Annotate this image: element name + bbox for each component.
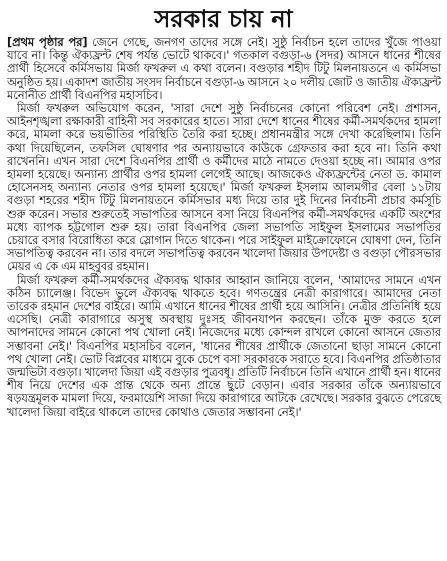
continuation-label: [প্রথম পৃষ্ঠার পর] [7, 36, 88, 49]
article-body [0, 36, 447, 419]
paragraph-3: মির্জা ফখরুল কর্মী-সমর্থকদের ঐক্যবদ্ধ থাকার আহ্বান জানিয়ে বলেন, 'আমাদের সামনে এখন কঠিন চ্যালেঞ্জ। বিভেদ ভুলে ঐক্যবদ্ধ থাকতে হবে। গণতন্ত্রের নেত্রী কারাগারে। আমাদের নেতা তারেক রহমান দেশের বাইরে। আমি এখানে ধানের শীষের প্রার্থী হয়ে আসিনি। নেত্রীর প্রতিনিধি হয়ে এসেছি। নেত্রী কারাগারে অসুস্থ অবস্থায় দুঃসহ জীবনযাপন করছেন। তাঁকে মুক্ত করতে হলে আপনাদের সামনে কোনো পথ খোলা নেই। নিজেদের মধ্যে কোন্দল রাখলে কোনো আসনে জেতার সম্ভাবনা নেই।' বিএনপির মহাসচিব বলেন, 'ধানের শীষের প্রার্থীকে জেতানো ছাড়া সামনে কোনো পথ খোলা নেই। ভোট বিপ্লবের মাধ্যমে বুকে চেপে বসা সরকারকে সরাতে হবে। বিএনপির প্রতিষ্ঠাতার জন্মভিটা বগুড়া। খালেদা জিয়া এই বগুড়ার পুত্রবধূ। প্রতিটি নির্বাচনে তিনি এখানে প্রার্থী হন। ধানের শীষ নিয়ে দেশের এক প্রান্ত থেকে অন্য প্রান্তে ছুটে বেড়ান। এবার সরকার তাঁকে অন্যায়ভাবে ষড়যন্ত্রমূলক মামলা দিয়ে, ফরমায়েশি সাজা দিয়ে কারাগারে আটকে রেখেছে। সরকার বুঝতে পেরেছে খালেদা জিয়া বাইরে থাকলে তাদের কোথাও জেতার সম্ভাবনা নেই।' [7, 273, 441, 419]
headline: সরকার চায় না [154, 5, 293, 33]
paragraph-1-text: জেনে গেছে, জনগণ তাদের সঙ্গে নেই। সুষ্ঠু নির্বাচন হলে তাদের খুঁজে পাওয়া যাবে না। কিন্তু ঐক্যফ্রন্ট শেষ পর্যন্ত ভোটে থাকবে।' গতকাল বগুড়া-৬ (সদর) আসনে ধানের শীষের প্রার্থী হিসেবে কর্মিসভায় মির্জা ফখরুল এ কথা বলেন। বগুড়ার শহীদ টিটু মিলনায়তনে এ কর্মিসভা অনুষ্ঠিত হয়। একাদশ জাতীয় সংসদ নির্বাচনে বগুড়া-৬ আসনে ২০ দলীয় জোট ও জাতীয় ঐক্যফ্রন্ট মনোনীত প্রার্থী বিএনপির মহাসচিব। [7, 36, 441, 102]
paragraph-1 [7, 36, 441, 102]
paragraph-2: মির্জা ফখরুল অভিযোগ করেন, 'সারা দেশে সুষ্ঠু নির্বাচনের কোনো পরিবেশ নেই। প্রশাসন, আইনশৃঙ্খলা রক্ষাকারী বাহিনী সব সরকারের হাতে। সারা দেশে ধানের শীষের কর্মী-সমর্থকদের হামলা করে, মামলা করে ভয়ভীতির পরিস্থিতি তৈরি করা হচ্ছে। প্রধানমন্ত্রীর সঙ্গে দেখা করেছিলাম। তিনি কথা দিয়েছিলেন, তফসিল ঘোষণার পর অন্যায়ভাবে কাউকে গ্রেফতার করা হবে না। তিনি কথা রাখেননি। এখন সারা দেশে বিএনপির প্রার্থী ও কর্মীদের মাঠে নামতে দেওয়া হচ্ছে না। আমার ওপর হামলা হয়েছে। অন্যান্য প্রার্থীর ওপর হামলা লেগেই আছে। আজকেও ঐক্যফ্রন্টের নেতা ড. কামাল হোসেনসহ অন্যান্য নেতার ওপর হামলা হয়েছে।' মির্জা ফখরুল ইসলাম আলমগীর বেলা ১১টায় বগুড়া শহরের শহীদ টিটু মিলনায়তনে কর্মিসভার মধ্য দিয়ে তার দুই দিনের নির্বাচনী প্রচার কর্মসূচি শুরু করেন। সভার শুরুতেই সভাপতির আসনে বসা নিয়ে বিএনপির কর্মী-সমর্থকদের একটি অংশের মধ্যে ব্যাপক হট্টগোল শুরু হয়। তারা বিএনপির জেলা সভাপতি সাইফুল ইসলামের সভাপতির চেয়ারে বসার বিরোধিতা করে স্লোগান দিতে থাকেন। পরে সাইফুল মাইক্রোফোনে ঘোষণা দেন, তিনি সভাপতিত্ব করবেন না। তার বদলে সভাপতিত্ব করবেন খালেদা জিয়ার উপদেষ্টা ও বগুড়া পৌরসভার মেয়র এ কে এম মাহবুবর রহমান। [7, 102, 441, 274]
